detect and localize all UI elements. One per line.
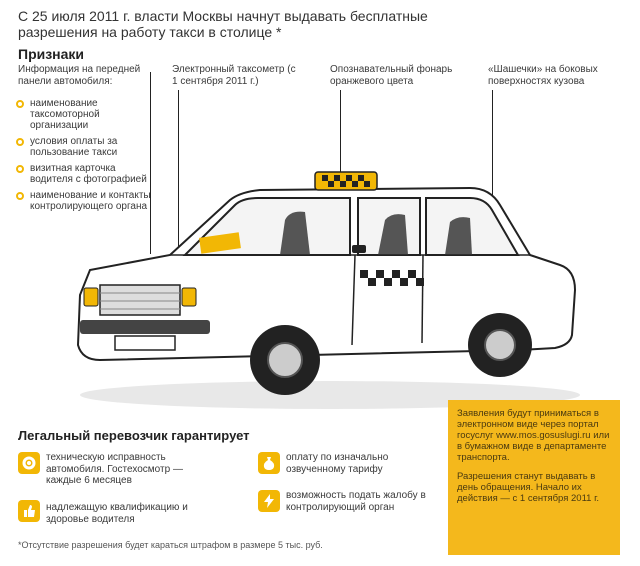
callout-taximeter: Электронный таксометр (с 1 сентября 2011 г.)	[172, 64, 296, 87]
list-item: условия оплаты за пользование такси	[14, 136, 154, 158]
info-box-permits: Разрешения станут выдавать в день обращения. Начало их действия — с 1 сентября 2011 г.	[457, 471, 600, 504]
gear-icon	[18, 452, 40, 474]
bullet-icon	[16, 192, 24, 200]
info-box	[448, 400, 620, 555]
taxi-car-illustration	[60, 160, 590, 415]
list-item: наименование таксомоторной организации	[14, 98, 154, 131]
bullet-icon	[16, 100, 24, 108]
callout-panel-info: Информация на передней панели автомобиля:	[18, 64, 141, 87]
guarantee-title: Легальный перевозчик гарантирует	[18, 428, 250, 443]
guarantee-item-tech: техническую исправность автомобиля. Гостехосмотр — каждые 6 месяцев	[46, 452, 183, 486]
guarantee-item-tariff: оплату по изначально озвученному тарифу	[286, 452, 389, 475]
footnote: *Отсутствие разрешения будет караться штрафом в размере 5 тыс. руб.	[18, 540, 323, 550]
callout-checkers: «Шашечки» на боковых поверхностях кузова	[488, 64, 598, 87]
money-bag-icon	[258, 452, 280, 474]
info-box-applications: Заявления будут приниматься в электронном виде через портал госуслуг www.mos.gosuslugi.ru или в бумажном виде в департаменте транспорта.	[457, 408, 610, 463]
guarantee-item-driver: надлежащую квалификацию и здоровье водителя	[46, 502, 188, 525]
guarantee-item-complaint: возможность подать жалобу в контролирующий орган	[286, 490, 426, 513]
list-item: визитная карточка водителя с фотографией	[14, 163, 154, 185]
thumbs-up-icon	[18, 500, 40, 522]
bullet-icon	[16, 165, 24, 173]
headline: С 25 июля 2011 г. власти Москвы начнут выдавать бесплатные разрешения на работу такси в столице *	[18, 8, 428, 40]
section-title: Признаки	[18, 46, 85, 62]
lightning-icon	[258, 490, 280, 512]
list-item: наименование и контакты контролирующего органа	[14, 190, 154, 212]
bullet-icon	[16, 138, 24, 146]
callout-lamp: Опознавательный фонарь оранжевого цвета	[330, 64, 453, 87]
